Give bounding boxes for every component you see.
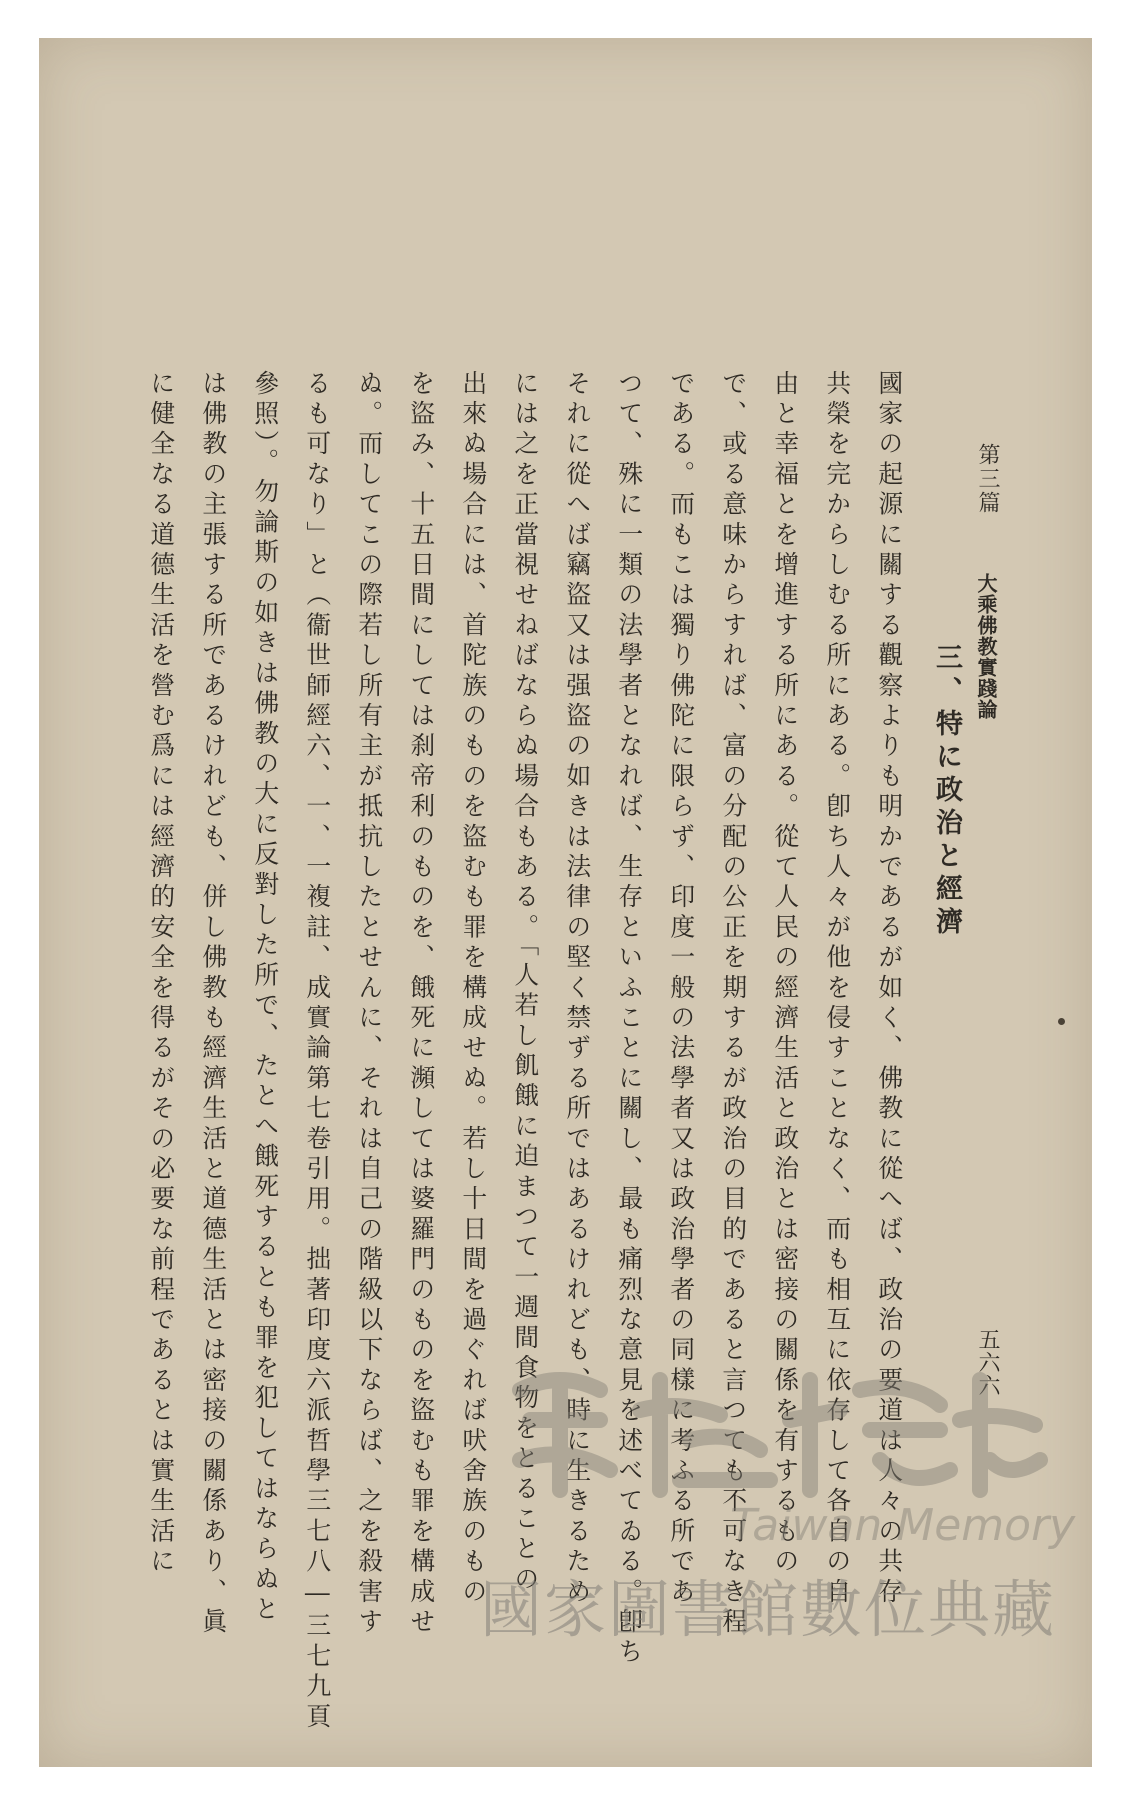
book-page [39, 38, 1092, 1767]
body-line: つて、殊に一類の法學者となれば、生存といふことに關し、最も痛烈な意見を述べてゐる。卽ち [614, 370, 644, 1669]
page-number: 五六六 [975, 1328, 1000, 1397]
running-header-title: 大乘佛教實踐論 [974, 573, 998, 720]
body-line: で、或る意味からすれば、富の分配の公正を期するが政治の目的であると言つても不可なき程 [718, 370, 748, 1639]
watermark-english: Taiwan Memory [730, 1500, 1076, 1551]
body-line: 參照）。勿論斯の如きは佛教の大に反對した所で、たとへ餓死するとも罪を犯してはならぬと [250, 370, 280, 1626]
body-line: 共榮を完からしむる所にある。卽ち人々が他を侵すことなく、而も相互に依存して各自の自 [822, 370, 852, 1609]
section-heading: 三、特に政治と經濟 [931, 643, 962, 940]
body-line: 國家の起源に關する觀察よりも明かであるが如く、佛教に從へば、政治の要道は人々の共存 [874, 370, 904, 1609]
body-line: は佛教の主張する所であるけれども、併し佛教も經濟生活と道德生活とは密接の關係あり、眞 [198, 370, 228, 1639]
body-line: ぬ。而してこの際若し所有主が抵抗したとせんに、それは自己の階級以下ならば、之を殺害す [354, 370, 384, 1639]
body-line: を盜み、十五日間にしては刹帝利のものを、餓死に瀕しては婆羅門のものを盜むも罪を構成せ [406, 370, 436, 1639]
body-line: 出來ぬ場合には、首陀族のものを盜むも罪を構成せぬ。若し十日間を過ぐれば吠舍族のもの [458, 370, 488, 1609]
body-line: には之を正當視せねばならぬ場合もある。「人若し飢餓に迫まつて一週間食物をとることの [510, 370, 540, 1596]
body-line: である。而もこは獨り佛陀に限らず、印度一般の法學者又は政治學者の同樣に考ふる所であ [666, 370, 696, 1609]
ink-speck [1058, 1018, 1065, 1025]
body-line: に健全なる道德生活を營む爲には經濟的安全を得るがその必要な前程であるとは實生活に [146, 370, 176, 1578]
watermark-chinese: 國家圖書館數位典藏 [480, 1573, 1057, 1646]
body-line: 由と幸福とを增進する所にある。從て人民の經濟生活と政治とは密接の關係を有するもの [770, 370, 800, 1578]
body-line: るも可なり」と（衞世師經六、一、一複註、成實論第七卷引用。拙著印度六派哲學三七八―三七九頁 [302, 370, 332, 1734]
body-line: それに從へば竊盜又は强盜の如きは法律の堅く禁ずる所ではあるけれども、時に生きるため [562, 370, 592, 1609]
running-header-part: 第三篇 [975, 443, 1000, 515]
